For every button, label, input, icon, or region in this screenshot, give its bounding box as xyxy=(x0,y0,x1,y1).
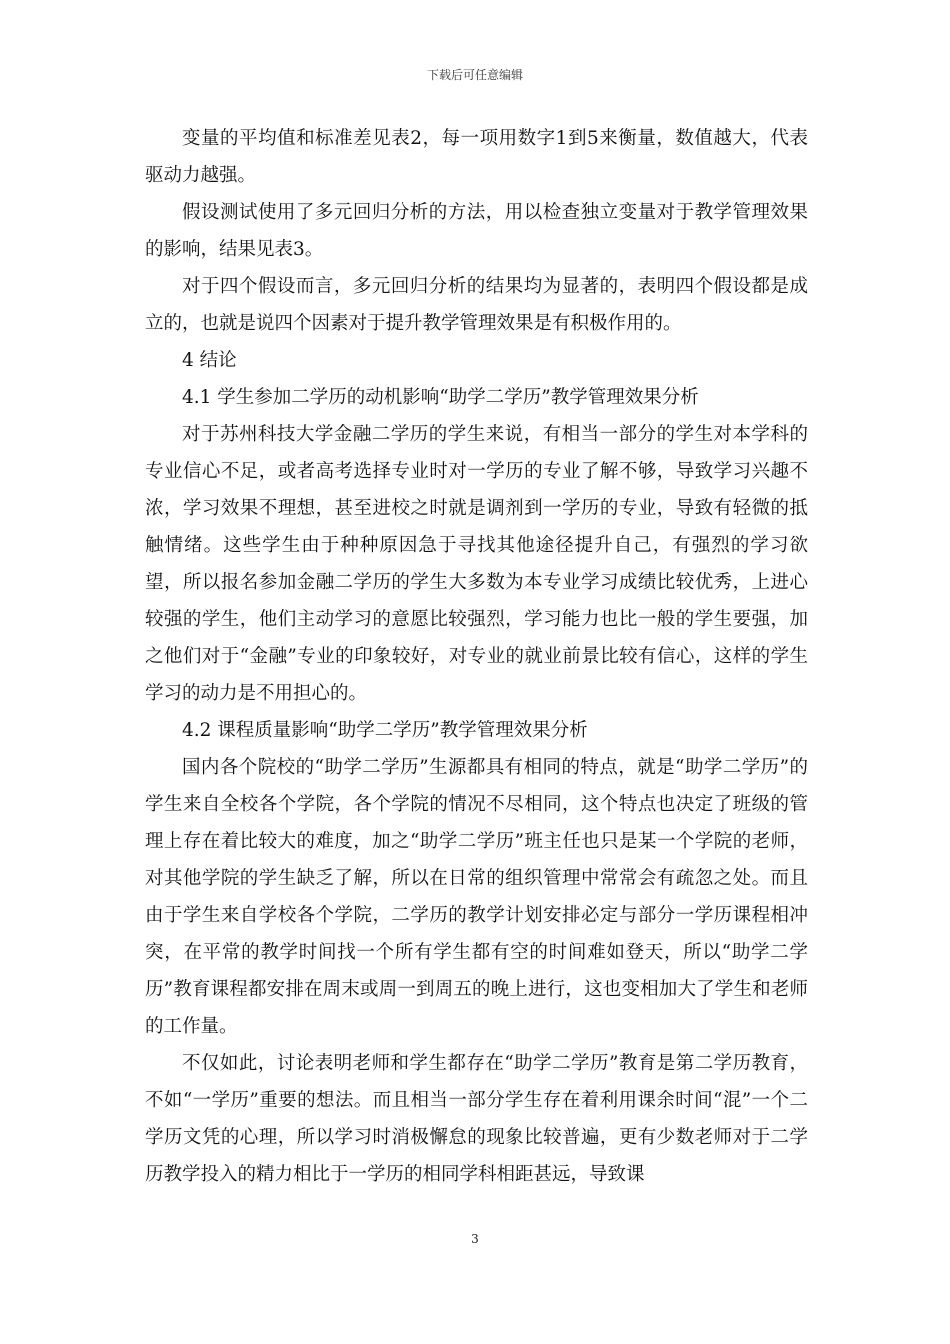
paragraph-course-quality: 国内各个院校的“助学二学历”生源都具有相同的特点，就是“助学二学历”的学生来自全校各个学院，各个学院的情况不尽相同，这个特点也决定了班级的管理上存在着比较大的难度，加之“助学二学历”班主任也只是某一个学院的老师，对其他学院的学生缺乏了解，所以在日常的组织管理中常常会有疏忽之处。而且由于学生来自学校各个学院，二学历的教学计划安排必定与部分一学历课程相冲突，在平常的教学时间找一个所有学生都有空的时间难如登天，所以“助学二学历”教育课程都安排在周末或周一到周五的晚上进行，这也变相加大了学生和老师的工作量。 xyxy=(145,757,808,1037)
paragraph-stats-intro: 变量的平均值和标准差见表2，每一项用数字1到5来衡量，数值越大，代表驱动力越强。 xyxy=(145,128,808,186)
paragraph-attitude: 不仅如此，讨论表明老师和学生都存在“助学二学历”教育是第二学历教育，不如“一学历”重要的想法。而且相当一部分学生存在着利用课余时间“混”一个二学历文凭的心理，所以学习时消极懈怠的现象比较普遍，更有少数老师对于二学历教学投入的精力相比于一学历的相同学科相距甚远，导致课 xyxy=(145,1053,808,1185)
page-number: 3 xyxy=(471,1232,479,1246)
section-heading-conclusion: 4 结论 xyxy=(182,350,237,371)
paragraph-motivation: 对于苏州科技大学金融二学历的学生来说，有相当一部分的学生对本学科的专业信心不足，或者高考选择专业时对一学历的专业了解不够，导致学习兴趣不浓，学习效果不理想，甚至进校之时就是调剂到一学历的专业，导致有轻微的抵触情绪。这些学生由于种种原因急于寻找其他途径提升自己，有强烈的学习欲望，所以报名参加金融二学历的学生大多数为本专业学习成绩比较优秀，上进心较强的学生，他们主动学习的意愿比较强烈，学习能力也比一般的学生要强，加之他们对于“金融”专业的印象较好，对专业的就业前景比较有信心，这样的学生学习的动力是不用担心的。 xyxy=(145,424,808,704)
document-body xyxy=(145,120,808,1193)
paragraph-regression-result: 对于四个假设而言，多元回归分析的结果均为显著的，表明四个假设都是成立的，也就是说四个因素对于提升教学管理效果是有积极作用的。 xyxy=(145,276,808,334)
page-header: 下载后可任意编辑 xyxy=(426,68,523,82)
subsection-heading-4-2: 4.2 课程质量影响“助学二学历”教学管理效果分析 xyxy=(182,720,588,741)
paragraph-hypothesis-test: 假设测试使用了多元回归分析的方法，用以检查独立变量对于教学管理效果的影响，结果见表3。 xyxy=(145,202,808,260)
subsection-heading-4-1: 4.1 学生参加二学历的动机影响“助学二学历”教学管理效果分析 xyxy=(182,387,699,408)
